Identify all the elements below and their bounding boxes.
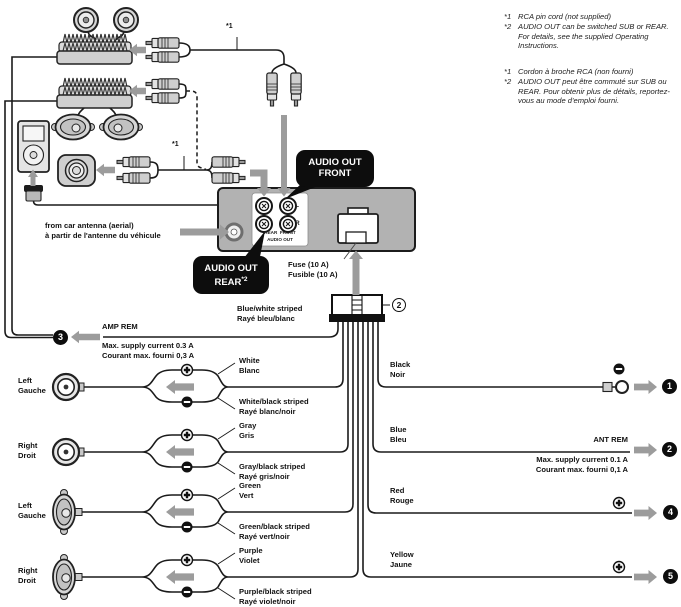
ant-rem-max-label: Max. supply current 0.1 A Courant max. fourni 0,1 A [535,455,628,474]
power-wire-label: Yellow Jaune [390,550,414,569]
footnote: *2 AUDIO OUT can be switched SUB or REAR. For details, see the supplied Operating Instructions. [504,21,669,51]
speaker-plus-wire-label: Green Vert [239,481,261,500]
audio-out-rear-callout: AUDIO OUT REAR$^{*2}$ [193,256,269,294]
amp-rem-max-label: Max. supply current 0.3 A Courant max. fourni 0,3 A [102,341,195,360]
speaker-position-label: Left Gauche [18,376,46,395]
sub-cable-ref: *1 [172,141,179,148]
channel-r-label: R [295,220,300,227]
footnote: *2 AUDIO OUT peut être commuté sur SUB ou REAR. Pour obtenir plus de détails, reportez-vous au mode d'emploi fourni. [504,76,670,106]
speaker-minus-wire-label: White/black striped Rayé blanc/noir [239,397,309,416]
round-speaker-icon [53,439,84,465]
round-speaker-icon [53,374,84,400]
speaker-position-label: Right Droit [18,566,38,585]
speaker-position-label: Right Droit [18,441,38,460]
amp-rem-label: AMP REM [102,322,138,331]
oval-speaker-icon [53,555,82,600]
jack-row-label2: AUDIO OUT [267,237,293,242]
fuse-label: Fuse (10 A) Fusible (10 A) [288,260,338,279]
speaker-plus-wire-label: Gray Gris [239,421,257,440]
connector-badge: 2 [392,298,406,312]
speaker-position-label: Left Gauche [18,501,46,520]
power-wire-label: Blue Bleu [390,425,407,444]
ant-rem-label: ANT REM [593,435,628,444]
power-wire-label: Red Rouge [390,486,414,505]
speaker-plus-wire-label: White Blanc [239,356,260,375]
footnote: *1 RCA pin cord (not supplied) [504,12,611,21]
channel-l-label: L [295,202,299,209]
power-badge-5: 5 [663,569,678,584]
power-badge-4: 4 [663,505,678,520]
speaker-plus-wire-label: Purple Violet [239,546,263,565]
power-badge-2: 2 [662,442,677,457]
footnote: *1 Cordon à broche RCA (non fourni) [504,67,634,76]
amp-rem-badge: 3 [53,330,68,345]
footnotes-en [504,12,680,51]
blue-white-wire-label: Blue/white striped Rayé bleu/blanc [237,304,303,323]
speaker-minus-wire-label: Green/black striped Rayé vert/noir [239,522,310,541]
rear-callout-ref: *2 [241,276,248,283]
speaker-minus-wire-label: Purple/black striped Rayé violet/noir [239,587,312,606]
oval-speaker-icon [53,490,82,535]
speaker-minus-wire-label: Gray/black striped Rayé gris/noir [239,462,306,481]
footnotes-fr [504,67,680,106]
antenna-label: from car antenna (aerial) à partir de l'antenne du véhicule [45,221,161,240]
front-cable-ref: *1 [226,23,233,30]
jack-row-label: REAR FRONT [264,230,296,235]
audio-out-front-callout: AUDIO OUT FRONT [296,150,374,187]
power-badge-1: 1 [662,379,677,394]
power-wire-label: Black Noir [390,360,411,379]
